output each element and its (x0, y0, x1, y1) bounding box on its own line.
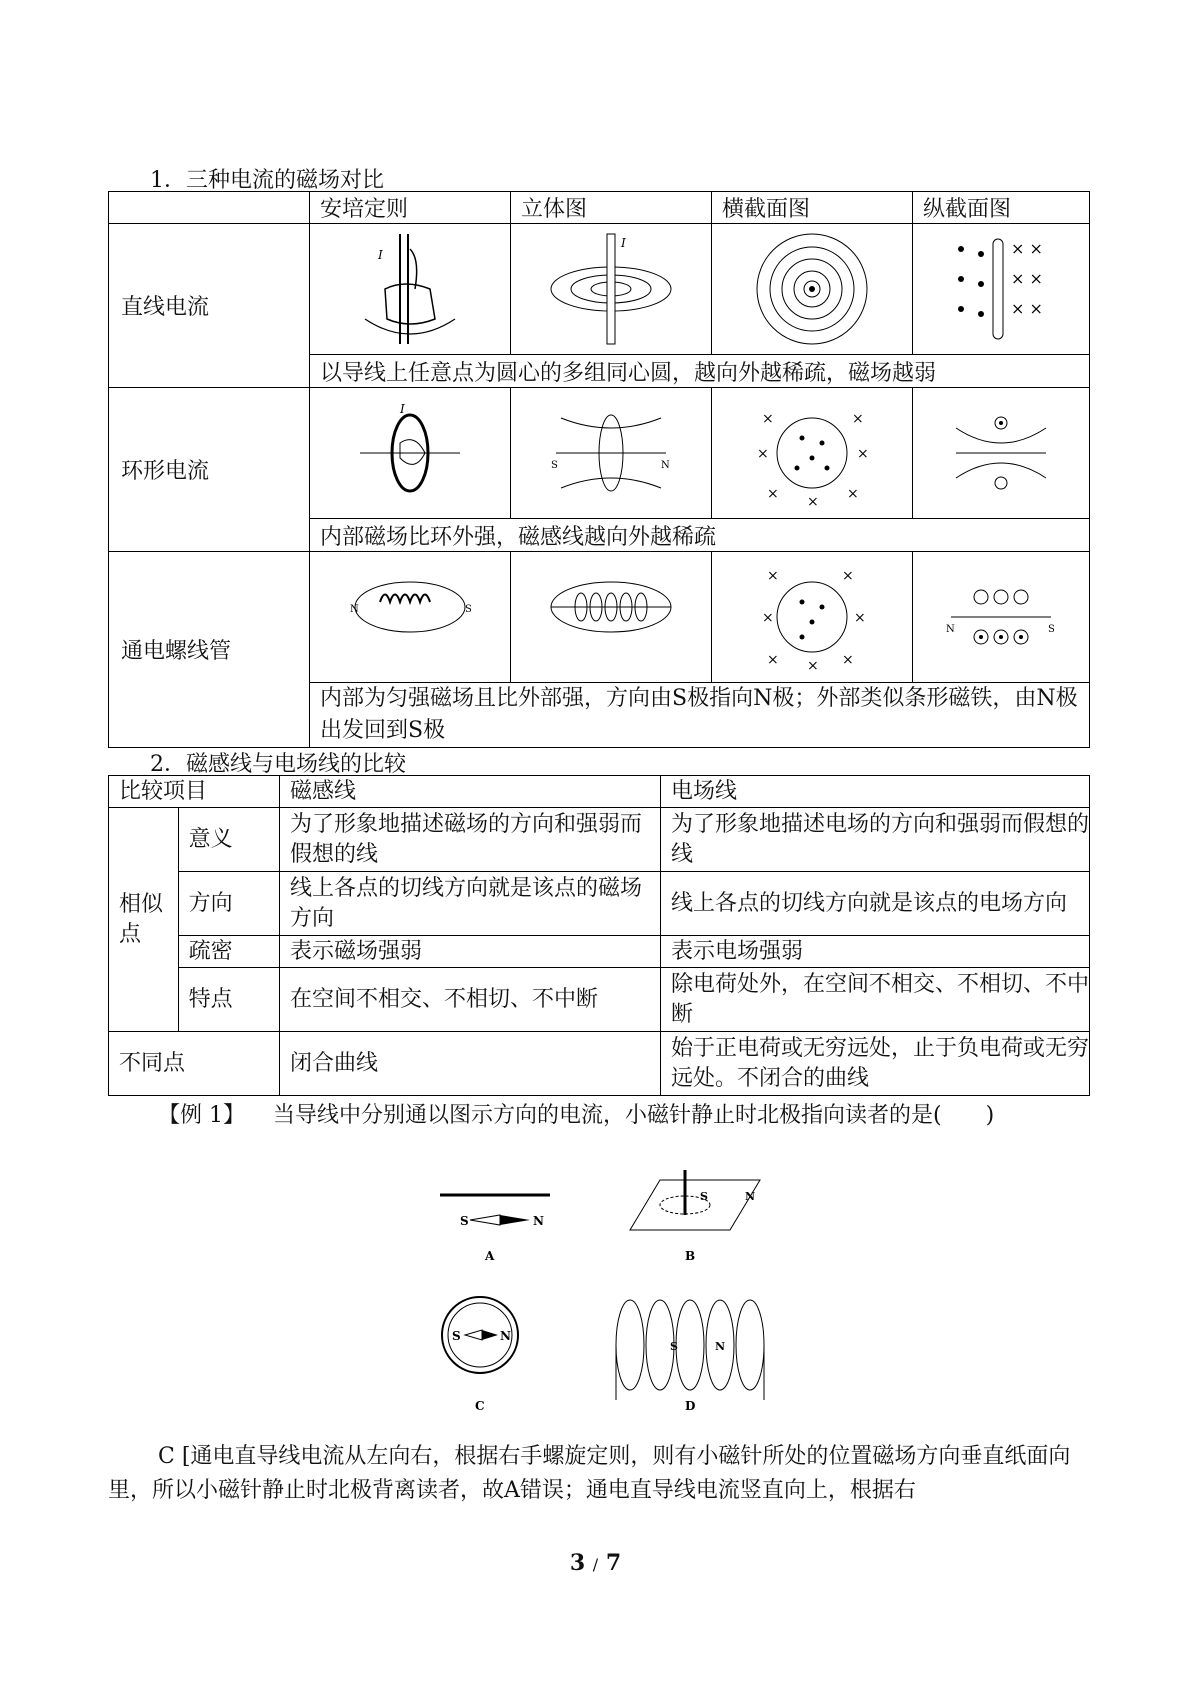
header-magnetic: 磁感线 (280, 776, 661, 808)
row-item-direction: 方向 (178, 872, 279, 936)
example-label: 【例 1】 (158, 1103, 245, 1128)
svg-text:S: S (460, 1214, 469, 1228)
svg-text:×: × (762, 610, 774, 626)
current-field-table (108, 191, 1090, 748)
row-label-straight: 直线电流 (109, 224, 310, 388)
magnetic-difference: 闭合曲线 (280, 1032, 661, 1096)
magnetic-feature: 在空间不相交、不相切、不中断 (280, 968, 661, 1032)
svg-text:×: × (807, 494, 819, 508)
figure-label-c: C (475, 1399, 485, 1413)
header-ampere-rule: 安培定则 (310, 192, 511, 224)
magnetic-density: 表示磁场强弱 (280, 936, 661, 968)
row-item-meaning: 意义 (178, 808, 279, 872)
electric-meaning: 为了形象地描述电场的方向和强弱而假想的线 (661, 808, 1090, 872)
electric-difference: 始于正电荷或无穷远处，止于负电荷或无穷远处。不闭合的曲线 (661, 1032, 1090, 1096)
svg-text:S: S (551, 460, 558, 471)
svg-text:× ×: × × (1011, 269, 1043, 288)
fig-straight-longitudinal (913, 224, 1090, 355)
header-longitudinal-section: 纵截面图 (913, 192, 1090, 224)
fig-solenoid-3d (511, 552, 712, 683)
electric-direction: 线上各点的切线方向就是该点的电场方向 (661, 872, 1090, 936)
svg-text:× ×: × × (1011, 299, 1043, 318)
fig-straight-cross (712, 224, 913, 355)
svg-text:×: × (852, 411, 864, 427)
svg-text:N: N (533, 1214, 544, 1228)
field-line-comparison-table (108, 775, 1090, 1096)
example-text: 当导线中分别通以图示方向的电流，小磁针静止时北极指向读者的是( ) (272, 1103, 995, 1128)
svg-text:×: × (854, 610, 866, 626)
svg-text:S: S (452, 1329, 461, 1343)
straight-description: 以导线上任意点为圆心的多组同心圆，越向外越稀疏，磁场越弱 (310, 355, 1090, 388)
fig-straight-3d (511, 224, 712, 355)
electric-density: 表示电场强弱 (661, 936, 1090, 968)
header-electric: 电场线 (661, 776, 1090, 808)
row-item-difference: 不同点 (109, 1032, 280, 1096)
svg-text:N: N (350, 604, 359, 615)
fig-ring-cross (712, 388, 913, 519)
fig-ring-ampere (310, 388, 511, 519)
fig-straight-ampere (310, 224, 511, 355)
fig-ring-3d (511, 388, 712, 519)
svg-text:×: × (767, 486, 779, 502)
fig-solenoid-longitudinal (913, 552, 1090, 683)
fig-solenoid-cross (712, 552, 913, 683)
row-item-density: 疏密 (178, 936, 279, 968)
svg-text:I: I (621, 236, 626, 250)
figure-label-a: A (485, 1249, 495, 1263)
svg-text:N: N (946, 624, 955, 635)
fig-ring-longitudinal (913, 388, 1090, 519)
row-label-ring: 环形电流 (109, 388, 310, 552)
magnetic-meaning: 为了形象地描述磁场的方向和强弱而假想的线 (280, 808, 661, 872)
row-item-feature: 特点 (178, 968, 279, 1032)
svg-text:S: S (700, 1190, 708, 1203)
svg-text:×: × (842, 652, 854, 668)
svg-text:I: I (400, 402, 405, 416)
svg-text:S: S (1048, 624, 1055, 635)
svg-text:×: × (767, 652, 779, 668)
svg-text:×: × (847, 486, 859, 502)
section1-heading: 1．三种电流的磁场对比 (150, 168, 384, 193)
section2-heading: 2．磁感线与电场线的比较 (150, 752, 406, 777)
svg-text:×: × (767, 568, 779, 584)
page-total: 7 (605, 1550, 622, 1576)
svg-text:×: × (757, 446, 769, 462)
header-3d-view: 立体图 (511, 192, 712, 224)
row-label-solenoid: 通电螺线管 (109, 552, 310, 748)
svg-text:I: I (378, 248, 383, 262)
svg-text:N: N (500, 1329, 511, 1343)
example-answer: C [通电直导线电流从左向右，根据右手螺旋定则，则有小磁针所处的位置磁场方向垂直纸面向里，所以小磁针静止时北极背离读者，故A错误；通电直导线电流竖直向上，根据右 (108, 1444, 1071, 1503)
solenoid-description: 内部为匀强磁场且比外部强，方向由S极指向N极；外部类似条形磁铁，由N极出发回到S极 (310, 683, 1090, 748)
svg-text:×: × (807, 658, 819, 672)
svg-text:S: S (465, 604, 472, 615)
svg-text:×: × (842, 568, 854, 584)
page-number (0, 1550, 1191, 1576)
svg-text:N: N (745, 1190, 756, 1203)
svg-text:S: S (670, 1340, 678, 1353)
page-current: 3 (569, 1550, 586, 1576)
svg-text:N: N (661, 460, 670, 471)
header-cross-section: 横截面图 (712, 192, 913, 224)
header-item: 比较项目 (109, 776, 280, 808)
fig-solenoid-ampere (310, 552, 511, 683)
figure-label-d: D (685, 1399, 696, 1413)
electric-feature: 除电荷处外，在空间不相交、不相切、不中断 (661, 968, 1090, 1032)
page-separator: / (592, 1555, 599, 1574)
svg-text:× ×: × × (1011, 239, 1043, 258)
magnetic-direction: 线上各点的切线方向就是该点的磁场方向 (280, 872, 661, 936)
svg-text:N: N (715, 1340, 726, 1353)
similar-label: 相似点 (109, 808, 179, 1032)
figure-label-b: B (685, 1249, 696, 1263)
example-question (108, 1100, 1090, 1132)
corner-cell (109, 192, 310, 224)
example-figures (430, 1170, 830, 1430)
svg-text:×: × (857, 446, 869, 462)
svg-text:×: × (762, 411, 774, 427)
ring-description: 内部磁场比环外强，磁感线越向外越稀疏 (310, 519, 1090, 552)
